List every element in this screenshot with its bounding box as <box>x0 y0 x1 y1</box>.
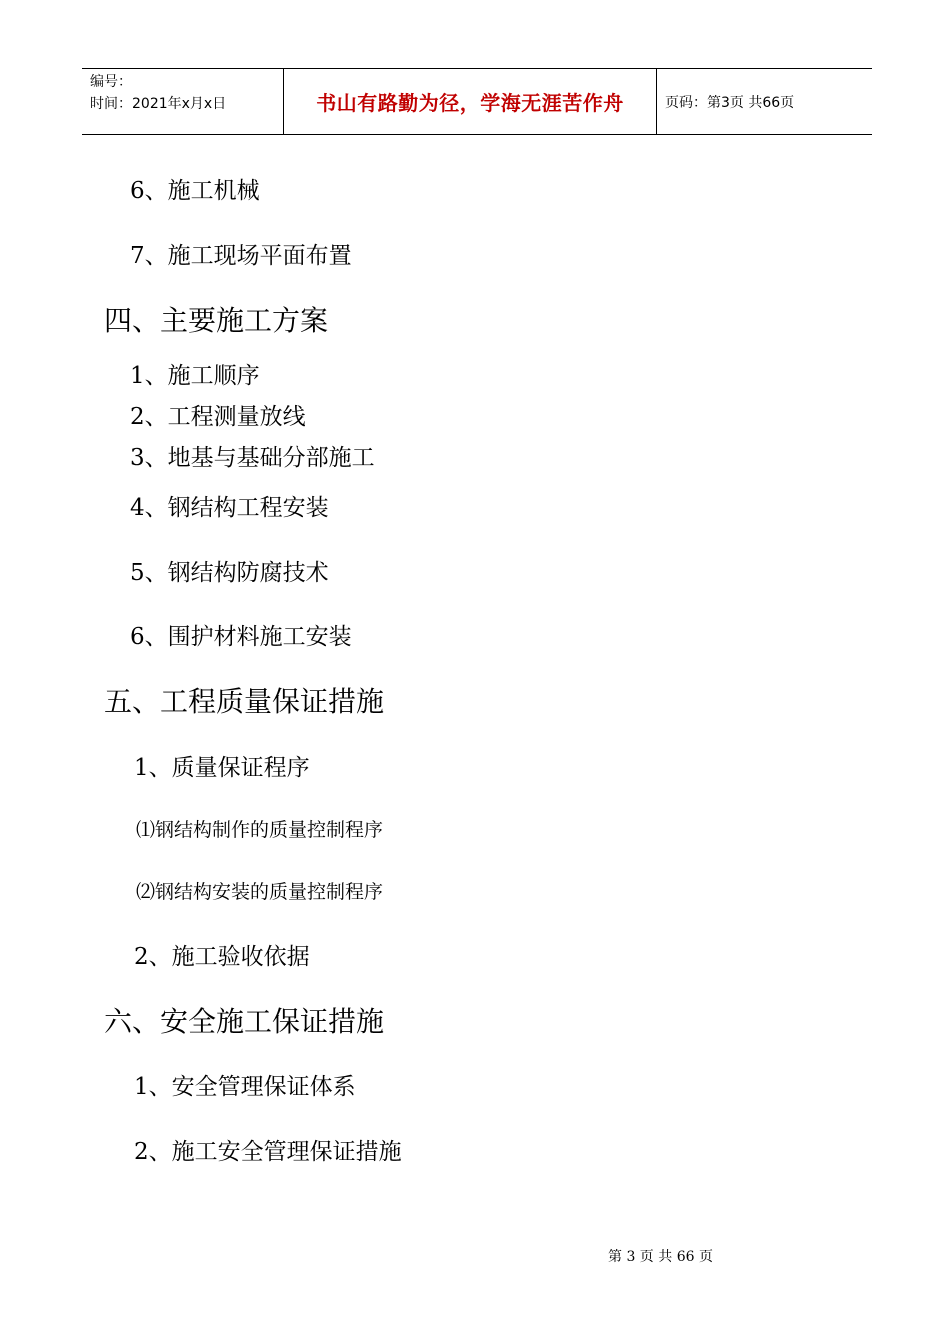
toc-item: 5、钢结构防腐技术 <box>130 560 329 586</box>
page-header <box>82 68 872 135</box>
toc-section-heading: 五、工程质量保证措施 <box>104 685 385 718</box>
header-page-label: 页码：第3页 共66页 <box>665 94 795 111</box>
toc-section-heading: 四、主要施工方案 <box>104 304 329 337</box>
header-page-cell <box>657 69 872 134</box>
header-meta <box>82 69 284 134</box>
toc-section-heading: 六、安全施工保证措施 <box>104 1005 385 1038</box>
toc-item: 1、安全管理保证体系 <box>134 1074 356 1100</box>
toc-subitem: ⑴钢结构制作的质量控制程序 <box>136 819 384 841</box>
page-footer: 第 3 页 共 66 页 <box>608 1249 713 1265</box>
toc-item: 3、地基与基础分部施工 <box>130 445 375 471</box>
toc-item: 2、施工安全管理保证措施 <box>134 1139 402 1165</box>
toc-item: 2、施工验收依据 <box>134 944 310 970</box>
toc-item: 4、钢结构工程安装 <box>130 495 329 521</box>
toc-item: 7、施工现场平面布置 <box>130 243 352 269</box>
header-motto: 书山有路勤为径，学海无涯苦作舟 <box>316 91 624 115</box>
toc-subitem: ⑵钢结构安装的质量控制程序 <box>136 881 384 903</box>
toc-item: 1、质量保证程序 <box>134 755 310 781</box>
doc-number-label: 编号： <box>90 74 132 90</box>
toc-item: 1、施工顺序 <box>130 363 260 389</box>
header-motto-cell <box>284 69 657 134</box>
toc-item: 6、施工机械 <box>130 178 260 204</box>
doc-date-label: 时间：2021年x月x日 <box>90 96 227 112</box>
toc-item: 2、工程测量放线 <box>130 404 306 430</box>
toc-item: 6、围护材料施工安装 <box>130 624 352 650</box>
